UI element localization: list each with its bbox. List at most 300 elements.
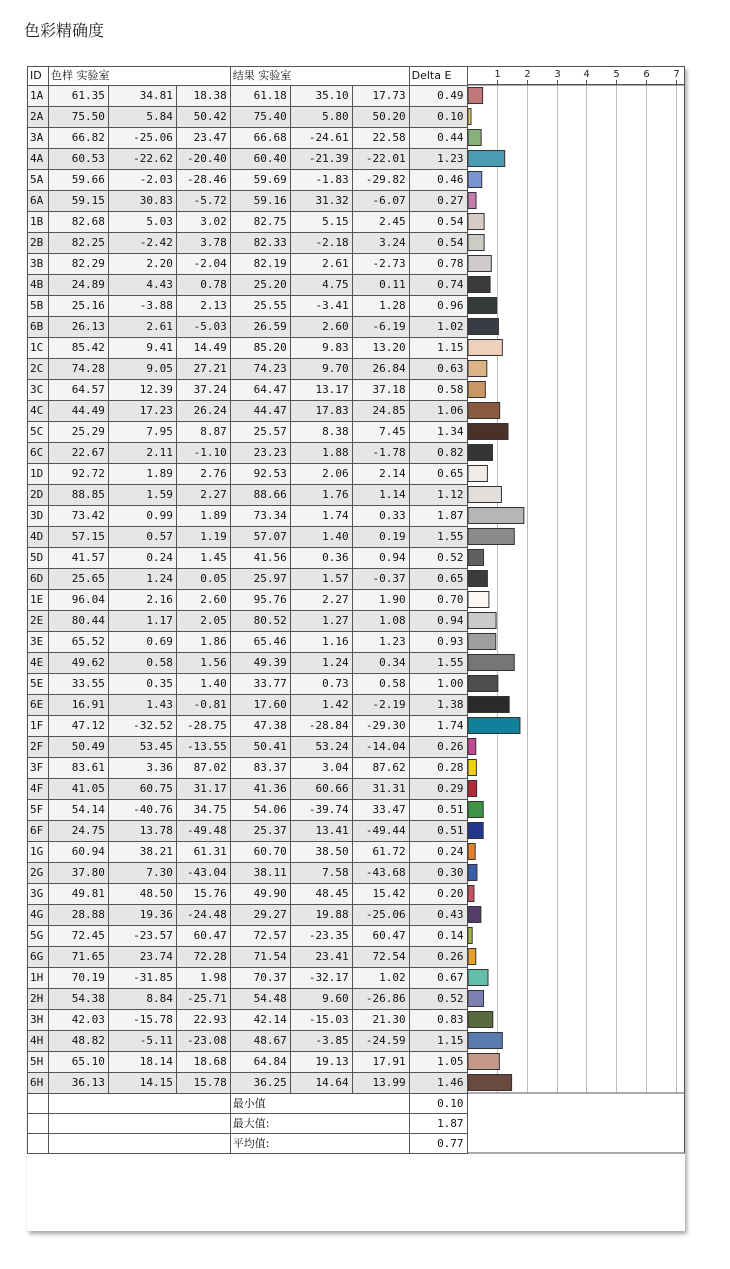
sample-l: 41.05: [48, 779, 108, 800]
tick-label: 4: [583, 69, 590, 80]
result-a: -24.61: [290, 128, 352, 149]
tick-label: 6: [643, 69, 650, 80]
delta-e-value: 0.54: [409, 233, 467, 254]
result-l: 38.11: [230, 863, 290, 884]
result-a: -3.41: [290, 296, 352, 317]
result-b: 17.91: [352, 1052, 409, 1073]
sample-b: 1.56: [176, 653, 230, 674]
sample-b: 2.60: [176, 590, 230, 611]
delta-e-bar: [468, 781, 477, 797]
delta-e-bar: [468, 1075, 512, 1091]
sample-b: -0.81: [176, 695, 230, 716]
result-b: -22.01: [352, 149, 409, 170]
summary-max-value: 1.87: [409, 1114, 467, 1134]
row-id: 4G: [28, 905, 49, 926]
delta-e-bar: [468, 865, 477, 881]
sample-b: -24.48: [176, 905, 230, 926]
delta-e-bar: [468, 928, 472, 944]
sample-a: 12.39: [108, 380, 176, 401]
sample-l: 36.13: [48, 1073, 108, 1094]
row-id: 2G: [28, 863, 49, 884]
result-a: 5.15: [290, 212, 352, 233]
sample-a: -3.88: [108, 296, 176, 317]
result-a: -28.84: [290, 716, 352, 737]
sample-b: -20.40: [176, 149, 230, 170]
result-l: 50.41: [230, 737, 290, 758]
delta-e-bar: [468, 151, 505, 167]
sample-l: 64.57: [48, 380, 108, 401]
sample-a: -5.11: [108, 1031, 176, 1052]
sample-l: 74.28: [48, 359, 108, 380]
result-a: 1.88: [290, 443, 352, 464]
result-b: -29.30: [352, 716, 409, 737]
delta-e-value: 0.30: [409, 863, 467, 884]
sample-a: 53.45: [108, 737, 176, 758]
delta-e-bar: [468, 697, 509, 713]
sample-a: -22.62: [108, 149, 176, 170]
result-b: 1.28: [352, 296, 409, 317]
sample-a: -23.57: [108, 926, 176, 947]
sample-a: 60.75: [108, 779, 176, 800]
sample-a: 1.17: [108, 611, 176, 632]
result-l: 73.34: [230, 506, 290, 527]
sample-b: 2.76: [176, 464, 230, 485]
sample-a: 5.84: [108, 107, 176, 128]
result-a: 0.36: [290, 548, 352, 569]
sample-b: 72.28: [176, 947, 230, 968]
result-a: 0.73: [290, 674, 352, 695]
result-b: 0.34: [352, 653, 409, 674]
delta-e-value: 0.65: [409, 464, 467, 485]
sample-l: 50.49: [48, 737, 108, 758]
sample-a: -25.06: [108, 128, 176, 149]
result-a: 2.60: [290, 317, 352, 338]
result-b: 13.20: [352, 338, 409, 359]
delta-e-value: 0.44: [409, 128, 467, 149]
result-b: -29.82: [352, 170, 409, 191]
sample-a: 14.15: [108, 1073, 176, 1094]
row-id: 1C: [28, 338, 49, 359]
delta-e-value: 0.52: [409, 989, 467, 1010]
result-l: 54.06: [230, 800, 290, 821]
row-id: 5C: [28, 422, 49, 443]
result-a: -21.39: [290, 149, 352, 170]
delta-e-bar: [468, 613, 496, 629]
result-b: 72.54: [352, 947, 409, 968]
sample-l: 24.89: [48, 275, 108, 296]
sample-b: -28.46: [176, 170, 230, 191]
result-b: -25.06: [352, 905, 409, 926]
tick-label: 3: [554, 69, 561, 80]
result-l: 65.46: [230, 632, 290, 653]
result-b: -24.59: [352, 1031, 409, 1052]
sample-b: 26.24: [176, 401, 230, 422]
row-id: 5F: [28, 800, 49, 821]
sample-a: 0.69: [108, 632, 176, 653]
delta-e-value: 1.15: [409, 338, 467, 359]
row-id: 4E: [28, 653, 49, 674]
row-id: 6D: [28, 569, 49, 590]
delta-e-bar-chart: [467, 66, 685, 1231]
delta-e-value: 0.24: [409, 842, 467, 863]
row-id: 5E: [28, 674, 49, 695]
row-id: 4H: [28, 1031, 49, 1052]
result-b: -6.19: [352, 317, 409, 338]
sample-b: 2.27: [176, 485, 230, 506]
sample-a: 0.35: [108, 674, 176, 695]
result-l: 64.84: [230, 1052, 290, 1073]
tick-label: 2: [524, 69, 531, 80]
result-l: 25.37: [230, 821, 290, 842]
result-a: 14.64: [290, 1073, 352, 1094]
row-id: 5G: [28, 926, 49, 947]
result-b: 17.73: [352, 86, 409, 107]
delta-e-bar: [468, 634, 496, 650]
delta-e-value: 0.70: [409, 590, 467, 611]
result-l: 23.23: [230, 443, 290, 464]
result-l: 25.97: [230, 569, 290, 590]
sample-b: 61.31: [176, 842, 230, 863]
result-b: 37.18: [352, 380, 409, 401]
sample-l: 60.94: [48, 842, 108, 863]
result-b: -14.04: [352, 737, 409, 758]
delta-e-value: 0.54: [409, 212, 467, 233]
sample-l: 66.82: [48, 128, 108, 149]
result-l: 74.23: [230, 359, 290, 380]
sample-b: 0.78: [176, 275, 230, 296]
sample-l: 75.50: [48, 107, 108, 128]
delta-e-bar: [468, 424, 508, 440]
row-id: 2C: [28, 359, 49, 380]
sample-l: 73.42: [48, 506, 108, 527]
row-id: 2H: [28, 989, 49, 1010]
result-l: 72.57: [230, 926, 290, 947]
row-id: 2B: [28, 233, 49, 254]
delta-e-bar: [468, 109, 471, 125]
summary-blank-sample: [48, 1134, 230, 1154]
result-a: 2.61: [290, 254, 352, 275]
result-a: 1.76: [290, 485, 352, 506]
result-b: -49.44: [352, 821, 409, 842]
summary-avg-label: 平均值:: [230, 1134, 409, 1154]
row-id: 6C: [28, 443, 49, 464]
delta-e-bar: [468, 676, 498, 692]
result-a: 9.60: [290, 989, 352, 1010]
result-b: 87.62: [352, 758, 409, 779]
delta-e-value: 0.51: [409, 821, 467, 842]
result-b: 0.33: [352, 506, 409, 527]
delta-e-value: 1.02: [409, 317, 467, 338]
delta-e-value: 1.87: [409, 506, 467, 527]
row-id: 4B: [28, 275, 49, 296]
row-id: 1H: [28, 968, 49, 989]
sample-l: 26.13: [48, 317, 108, 338]
sample-a: 0.58: [108, 653, 176, 674]
result-l: 75.40: [230, 107, 290, 128]
row-id: 1B: [28, 212, 49, 233]
result-l: 80.52: [230, 611, 290, 632]
sample-b: 31.17: [176, 779, 230, 800]
result-a: 1.57: [290, 569, 352, 590]
result-l: 60.70: [230, 842, 290, 863]
delta-e-bar: [468, 991, 484, 1007]
result-l: 70.37: [230, 968, 290, 989]
result-l: 59.16: [230, 191, 290, 212]
row-id: 3G: [28, 884, 49, 905]
result-l: 17.60: [230, 695, 290, 716]
delta-e-value: 1.00: [409, 674, 467, 695]
delta-e-value: 1.55: [409, 527, 467, 548]
sample-b: 50.42: [176, 107, 230, 128]
sample-b: -28.75: [176, 716, 230, 737]
summary-blank-id: [28, 1094, 49, 1114]
tick-label: 1: [494, 69, 501, 80]
delta-e-value: 0.96: [409, 296, 467, 317]
result-l: 44.47: [230, 401, 290, 422]
delta-e-bar: [468, 214, 484, 230]
summary-blank-id: [28, 1114, 49, 1134]
delta-e-value: 0.82: [409, 443, 467, 464]
row-id: 5B: [28, 296, 49, 317]
delta-e-value: 0.51: [409, 800, 467, 821]
delta-e-value: 1.06: [409, 401, 467, 422]
row-id: 6A: [28, 191, 49, 212]
delta-e-bar: [468, 319, 498, 335]
result-a: 8.38: [290, 422, 352, 443]
delta-e-value: 0.65: [409, 569, 467, 590]
result-b: 1.14: [352, 485, 409, 506]
result-a: 23.41: [290, 947, 352, 968]
result-l: 42.14: [230, 1010, 290, 1031]
delta-e-bar: [468, 655, 514, 671]
delta-e-bar: [468, 760, 476, 776]
row-id: 4C: [28, 401, 49, 422]
row-id: 1D: [28, 464, 49, 485]
delta-e-value: 0.28: [409, 758, 467, 779]
delta-e-value: 0.26: [409, 947, 467, 968]
sample-b: 8.87: [176, 422, 230, 443]
delta-e-bar: [468, 193, 476, 209]
result-a: 53.24: [290, 737, 352, 758]
tick-label: 7: [673, 69, 680, 80]
delta-e-bar: [468, 88, 483, 104]
delta-e-bar: [468, 592, 489, 608]
result-a: -23.35: [290, 926, 352, 947]
header-id: ID: [28, 67, 49, 86]
result-a: 38.50: [290, 842, 352, 863]
sample-b: 0.05: [176, 569, 230, 590]
header-result-group: 结果 实验室: [230, 67, 409, 86]
delta-e-bar: [468, 844, 475, 860]
result-b: 1.08: [352, 611, 409, 632]
sample-b: -49.48: [176, 821, 230, 842]
sample-a: 0.24: [108, 548, 176, 569]
sample-l: 82.29: [48, 254, 108, 275]
result-b: -43.68: [352, 863, 409, 884]
sample-b: 15.76: [176, 884, 230, 905]
row-id: 4F: [28, 779, 49, 800]
delta-e-bar: [468, 907, 481, 923]
result-l: 64.47: [230, 380, 290, 401]
sample-l: 37.80: [48, 863, 108, 884]
delta-e-bar: [468, 1033, 502, 1049]
result-b: 24.85: [352, 401, 409, 422]
sample-l: 71.65: [48, 947, 108, 968]
result-a: 9.83: [290, 338, 352, 359]
sample-b: 18.38: [176, 86, 230, 107]
sample-l: 16.91: [48, 695, 108, 716]
sample-l: 33.55: [48, 674, 108, 695]
sample-l: 44.49: [48, 401, 108, 422]
row-id: 4A: [28, 149, 49, 170]
sample-l: 65.10: [48, 1052, 108, 1073]
sample-a: -15.78: [108, 1010, 176, 1031]
sample-b: 27.21: [176, 359, 230, 380]
result-a: 4.75: [290, 275, 352, 296]
delta-e-bar: [468, 1054, 499, 1070]
delta-e-value: 0.46: [409, 170, 467, 191]
delta-e-bar: [468, 172, 482, 188]
sample-b: -23.08: [176, 1031, 230, 1052]
delta-e-value: 0.93: [409, 632, 467, 653]
delta-e-bar: [468, 970, 488, 986]
header-delta-e: Delta E: [409, 67, 467, 86]
result-b: 1.90: [352, 590, 409, 611]
sample-b: 22.93: [176, 1010, 230, 1031]
result-b: 21.30: [352, 1010, 409, 1031]
sample-b: 1.86: [176, 632, 230, 653]
delta-e-value: 0.83: [409, 1010, 467, 1031]
result-l: 25.55: [230, 296, 290, 317]
result-l: 71.54: [230, 947, 290, 968]
sample-l: 96.04: [48, 590, 108, 611]
sample-b: 37.24: [176, 380, 230, 401]
sample-b: -25.71: [176, 989, 230, 1010]
sample-l: 80.44: [48, 611, 108, 632]
result-a: 2.27: [290, 590, 352, 611]
result-l: 49.39: [230, 653, 290, 674]
delta-e-bar: [468, 550, 484, 566]
result-b: 7.45: [352, 422, 409, 443]
sample-a: 3.36: [108, 758, 176, 779]
result-b: 61.72: [352, 842, 409, 863]
sample-b: 1.98: [176, 968, 230, 989]
sample-b: 3.78: [176, 233, 230, 254]
result-a: 35.10: [290, 86, 352, 107]
sample-b: -1.10: [176, 443, 230, 464]
row-id: 6B: [28, 317, 49, 338]
delta-e-value: 1.12: [409, 485, 467, 506]
sample-l: 59.15: [48, 191, 108, 212]
result-b: 0.58: [352, 674, 409, 695]
sample-b: 1.45: [176, 548, 230, 569]
sample-a: -31.85: [108, 968, 176, 989]
sample-l: 59.66: [48, 170, 108, 191]
row-id: 3E: [28, 632, 49, 653]
delta-e-value: 0.20: [409, 884, 467, 905]
delta-e-value: 0.78: [409, 254, 467, 275]
delta-e-bar: [468, 508, 524, 524]
delta-e-bar: [468, 403, 500, 419]
sample-a: 2.11: [108, 443, 176, 464]
sample-a: 9.41: [108, 338, 176, 359]
sample-a: 2.16: [108, 590, 176, 611]
delta-e-value: 0.43: [409, 905, 467, 926]
sample-l: 65.52: [48, 632, 108, 653]
result-l: 29.27: [230, 905, 290, 926]
sample-l: 72.45: [48, 926, 108, 947]
result-b: 60.47: [352, 926, 409, 947]
summary-blank-sample: [48, 1114, 230, 1134]
delta-e-bar: [468, 571, 487, 587]
result-a: -1.83: [290, 170, 352, 191]
sample-a: -40.76: [108, 800, 176, 821]
result-l: 57.07: [230, 527, 290, 548]
summary-blank-id: [28, 1134, 49, 1154]
sample-l: 70.19: [48, 968, 108, 989]
sample-a: 30.83: [108, 191, 176, 212]
sample-b: 1.19: [176, 527, 230, 548]
delta-e-bar: [468, 529, 514, 545]
result-l: 59.69: [230, 170, 290, 191]
result-b: 2.14: [352, 464, 409, 485]
row-id: 3H: [28, 1010, 49, 1031]
sample-a: 2.61: [108, 317, 176, 338]
row-id: 5A: [28, 170, 49, 191]
result-a: -39.74: [290, 800, 352, 821]
delta-e-value: 0.49: [409, 86, 467, 107]
result-l: 95.76: [230, 590, 290, 611]
result-b: 33.47: [352, 800, 409, 821]
sample-l: 82.68: [48, 212, 108, 233]
header-sample-group: 色样 实验室: [48, 67, 230, 86]
result-a: -15.03: [290, 1010, 352, 1031]
sample-a: 9.05: [108, 359, 176, 380]
page-title: 色彩精确度: [24, 21, 105, 40]
row-id: 6E: [28, 695, 49, 716]
result-a: -3.85: [290, 1031, 352, 1052]
result-l: 60.40: [230, 149, 290, 170]
result-b: 15.42: [352, 884, 409, 905]
result-b: 1.23: [352, 632, 409, 653]
delta-e-value: 0.10: [409, 107, 467, 128]
sample-a: 2.20: [108, 254, 176, 275]
color-accuracy-sheet: [27, 66, 685, 1231]
sample-l: 25.65: [48, 569, 108, 590]
result-l: 66.68: [230, 128, 290, 149]
result-a: 1.24: [290, 653, 352, 674]
result-a: -2.18: [290, 233, 352, 254]
row-id: 2D: [28, 485, 49, 506]
result-b: -26.86: [352, 989, 409, 1010]
result-a: 13.41: [290, 821, 352, 842]
delta-e-value: 0.27: [409, 191, 467, 212]
delta-e-value: 0.29: [409, 779, 467, 800]
row-id: 2A: [28, 107, 49, 128]
result-b: 13.99: [352, 1073, 409, 1094]
delta-e-value: 0.63: [409, 359, 467, 380]
chart-frame: [468, 85, 685, 1093]
sample-b: 1.89: [176, 506, 230, 527]
sample-l: 92.72: [48, 464, 108, 485]
delta-e-value: 0.14: [409, 926, 467, 947]
result-l: 49.90: [230, 884, 290, 905]
result-a: 60.66: [290, 779, 352, 800]
result-a: 7.58: [290, 863, 352, 884]
row-id: 3D: [28, 506, 49, 527]
delta-e-bar: [468, 235, 484, 251]
sample-l: 88.85: [48, 485, 108, 506]
